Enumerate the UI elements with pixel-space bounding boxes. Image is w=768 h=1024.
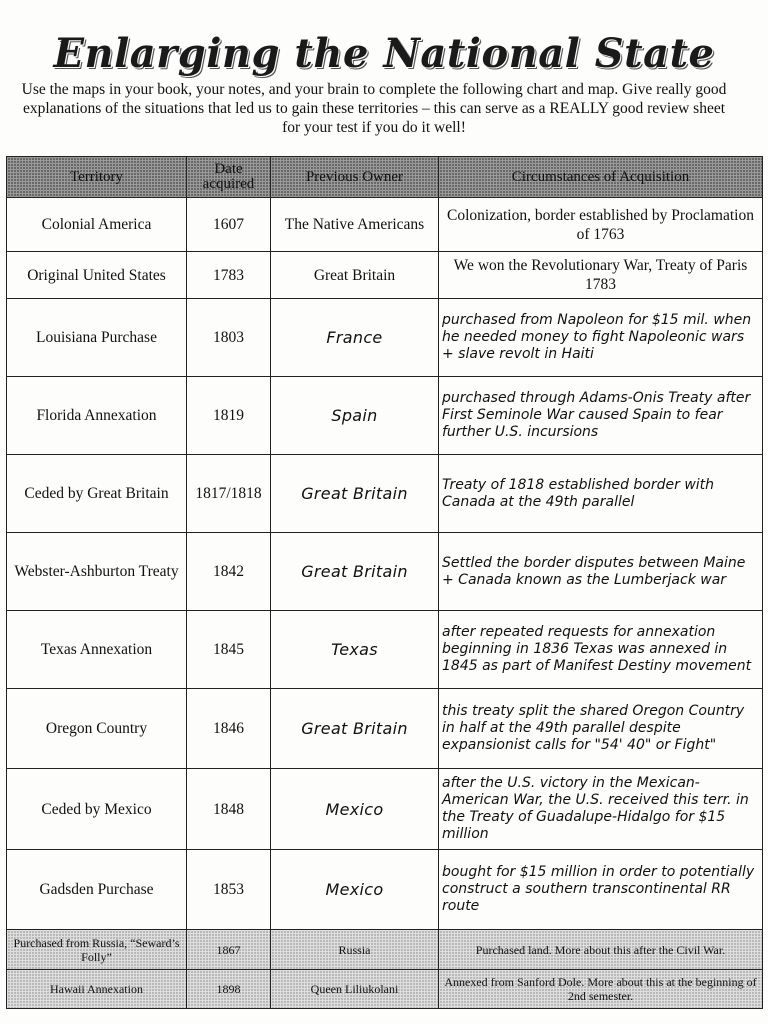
territory-cell: Original United States — [7, 252, 187, 299]
owner-cell: Texas — [271, 611, 439, 689]
circumstances-cell: this treaty split the shared Oregon Country in half at the 49th parallel despite expansionist calls for "54' 40" or Fight" — [439, 689, 763, 769]
territory-cell: Gadsden Purchase — [7, 850, 187, 930]
circumstances-cell: Colonization, border established by Proclamation of 1763 — [439, 198, 763, 252]
circumstances-cell: after repeated requests for annexation beginning in 1836 Texas was annexed in 1845 as part of Manifest Destiny movement — [439, 611, 763, 689]
table-header-row — [7, 157, 763, 198]
circumstances-cell: Purchased land. More about this after the Civil War. — [439, 930, 763, 970]
owner-cell: The Native Americans — [271, 198, 439, 252]
owner-cell: Queen Liliukolani — [271, 970, 439, 1009]
owner-cell: Mexico — [271, 769, 439, 850]
date-cell: 1867 — [187, 930, 271, 970]
circumstances-cell: Annexed from Sanford Dole. More about this at the beginning of 2nd semester. — [439, 970, 763, 1009]
owner-cell: Great Britain — [271, 252, 439, 299]
date-cell: 1853 — [187, 850, 271, 930]
territory-cell: Hawaii Annexation — [7, 970, 187, 1009]
territory-cell: Purchased from Russia, “Seward’s Folly” — [7, 930, 187, 970]
territory-cell: Louisiana Purchase — [7, 299, 187, 377]
date-cell: 1898 — [187, 970, 271, 1009]
circumstances-cell: Treaty of 1818 established border with Canada at the 49th parallel — [439, 455, 763, 533]
table-row — [7, 299, 763, 377]
date-cell: 1845 — [187, 611, 271, 689]
table-row — [7, 377, 763, 455]
instructions: Use the maps in your book, your notes, and your brain to complete the following chart and map. Give really good explanations of the situations that led us to gain these territories – this can serve as a REALLY good review sheet for your test if you do it well! — [21, 81, 727, 136]
table-row — [7, 611, 763, 689]
date-cell: 1819 — [187, 377, 271, 455]
date-cell: 1846 — [187, 689, 271, 769]
circumstances-cell: Settled the border disputes between Maine + Canada known as the Lumberjack war — [439, 533, 763, 611]
territory-cell: Oregon Country — [7, 689, 187, 769]
owner-cell: Russia — [271, 930, 439, 970]
territory-table — [6, 156, 763, 1009]
circumstances-cell: bought for $15 million in order to potentially construct a southern transcontinental RR route — [439, 850, 763, 930]
header-circumstances: Circumstances of Acquisition — [439, 157, 763, 198]
territory-cell: Florida Annexation — [7, 377, 187, 455]
territory-cell: Colonial America — [7, 198, 187, 252]
table-row — [7, 930, 763, 970]
owner-cell: Great Britain — [271, 689, 439, 769]
header-date-acquired: Date acquired — [187, 157, 271, 198]
owner-cell: Mexico — [271, 850, 439, 930]
table-row — [7, 769, 763, 850]
territory-cell: Texas Annexation — [7, 611, 187, 689]
table-row — [7, 850, 763, 930]
date-cell: 1607 — [187, 198, 271, 252]
header-previous-owner: Previous Owner — [271, 157, 439, 198]
circumstances-cell: purchased through Adams-Onis Treaty after First Seminole War caused Spain to fear further U.S. incursions — [439, 377, 763, 455]
date-cell: 1817/1818 — [187, 455, 271, 533]
page-title: Enlarging the National State — [53, 30, 715, 77]
date-cell: 1842 — [187, 533, 271, 611]
owner-cell: France — [271, 299, 439, 377]
circumstances-cell: purchased from Napoleon for $15 mil. when he needed money to fight Napoleonic wars + slave revolt in Haiti — [439, 299, 763, 377]
territory-cell: Ceded by Great Britain — [7, 455, 187, 533]
territory-cell: Ceded by Mexico — [7, 769, 187, 850]
owner-cell: Great Britain — [271, 455, 439, 533]
circumstances-cell: We won the Revolutionary War, Treaty of Paris 1783 — [439, 252, 763, 299]
date-cell: 1803 — [187, 299, 271, 377]
table-row — [7, 455, 763, 533]
table-row — [7, 533, 763, 611]
header-territory: Territory — [7, 157, 187, 198]
table-row — [7, 970, 763, 1009]
owner-cell: Spain — [271, 377, 439, 455]
date-cell: 1783 — [187, 252, 271, 299]
table-row — [7, 198, 763, 252]
table-row — [7, 689, 763, 769]
date-cell: 1848 — [187, 769, 271, 850]
owner-cell: Great Britain — [271, 533, 439, 611]
territory-cell: Webster-Ashburton Treaty — [7, 533, 187, 611]
circumstances-cell: after the U.S. victory in the Mexican-American War, the U.S. received this terr. in the Treaty of Guadalupe-Hidalgo for $15 million — [439, 769, 763, 850]
table-row — [7, 252, 763, 299]
